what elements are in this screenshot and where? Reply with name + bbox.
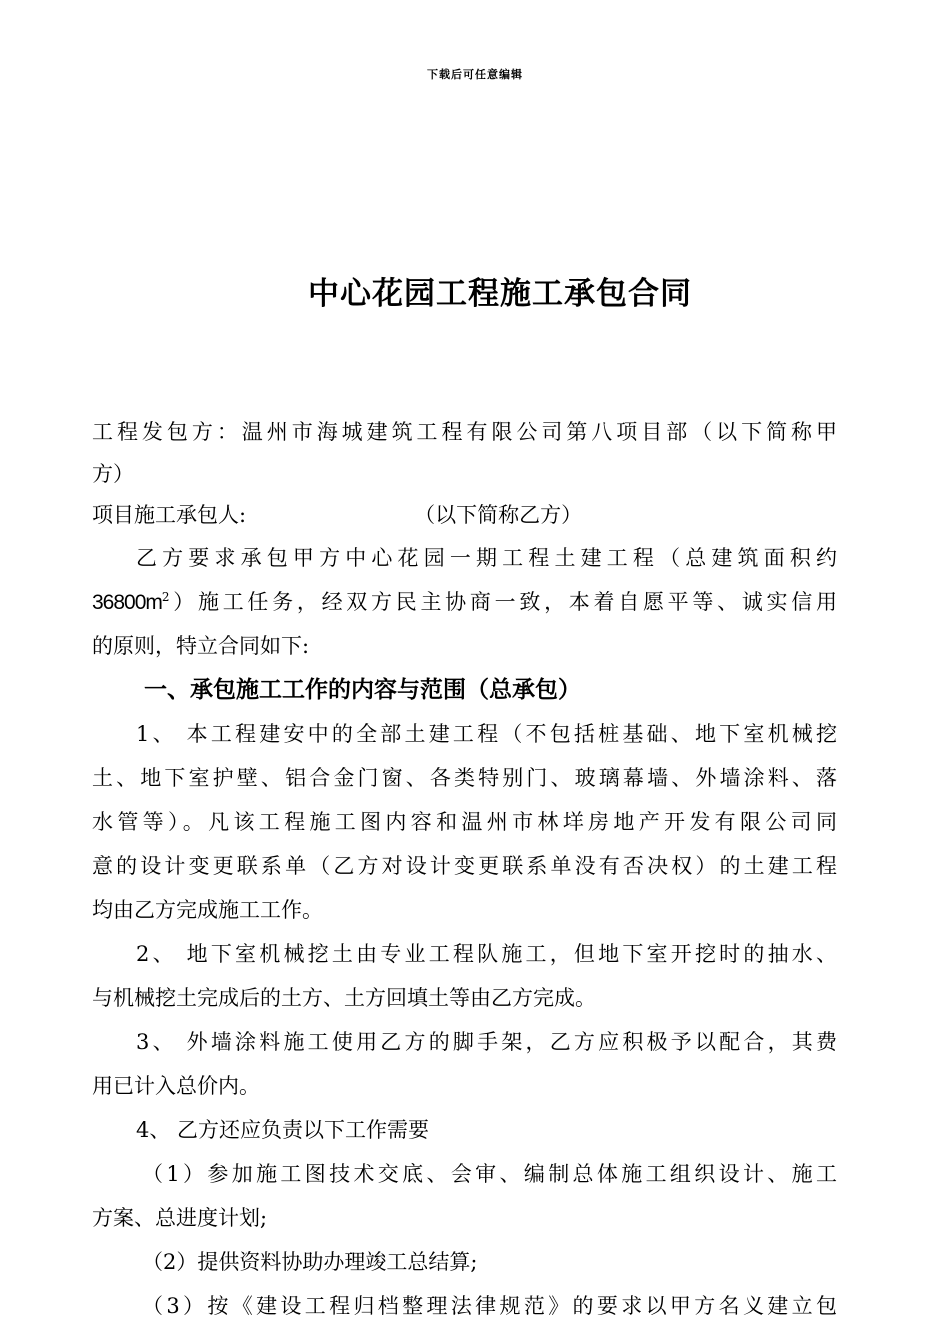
sub-item-1-line: （1）参加施工图技术交底、会审、编制总体施工组织设计、施工 [142, 1162, 837, 1186]
contract-body [92, 410, 837, 1328]
item-3-line: 3、 外墙涂料施工使用乙方的脚手架，乙方应积极予以配合，其费 [136, 1030, 837, 1054]
area-superscript: 2 [161, 590, 170, 604]
employer-line: 工程发包方：温州市海城建筑工程有限公司第八项目部（以下简称甲 [92, 420, 837, 444]
item-1-line: 水管等）。凡该工程施工图内容和温州市林垟房地产开发有限公司同 [92, 810, 837, 834]
contractor-suffix: （以下简称乙方） [414, 503, 583, 527]
item-1-line: 均由乙方完成施工工作。 [92, 898, 323, 922]
header-note: 下载后可任意编辑 [427, 68, 523, 81]
document-title: 中心花园工程施工承包合同 [308, 276, 692, 312]
sub-item-2-line: （2）提供资料协助办理竣工总结算; [142, 1250, 478, 1274]
sub-item-1-line: 方案、总进度计划; [92, 1206, 268, 1230]
section-1-heading: 一、承包施工工作的内容与范围（总承包） [144, 676, 581, 703]
contractor-line [92, 495, 837, 536]
intro-line-2-rest: ）施工任务，经双方民主协商一致，本着自愿平等、诚实信用 [169, 590, 837, 614]
item-2-line: 2、 地下室机械挖土由专业工程队施工，但地下室开挖时的抽水、 [136, 942, 837, 966]
intro-line-2 [92, 580, 837, 624]
employer-line-continued: 方） [92, 462, 134, 486]
intro-line-1: 乙方要求承包甲方中心花园一期工程土建工程（总建筑面积约 [136, 546, 837, 570]
area-value: 36800m [92, 591, 162, 614]
intro-line-3: 的原则，特立合同如下: [92, 634, 310, 658]
item-1-line: 意的设计变更联系单（乙方对设计变更联系单没有否决权）的土建工程 [92, 854, 837, 878]
item-4-line: 4、 乙方还应负责以下工作需要 [136, 1118, 430, 1142]
item-1-line: 土、地下室护壁、铝合金门窗、各类特别门、玻璃幕墙、外墙涂料、落 [92, 766, 837, 790]
item-3-line: 用已计入总价内。 [92, 1074, 260, 1098]
item-1-line: 1、 本工程建安中的全部土建工程（不包括桩基础、地下室机械挖 [136, 722, 837, 746]
sub-item-3-line: （3）按《建设工程归档整理法律规范》的要求以甲方名义建立包 [142, 1294, 837, 1318]
item-2-line: 与机械挖土完成后的土方、土方回填土等由乙方完成。 [92, 986, 596, 1010]
contractor-label: 项目施工承包人: [92, 503, 247, 527]
